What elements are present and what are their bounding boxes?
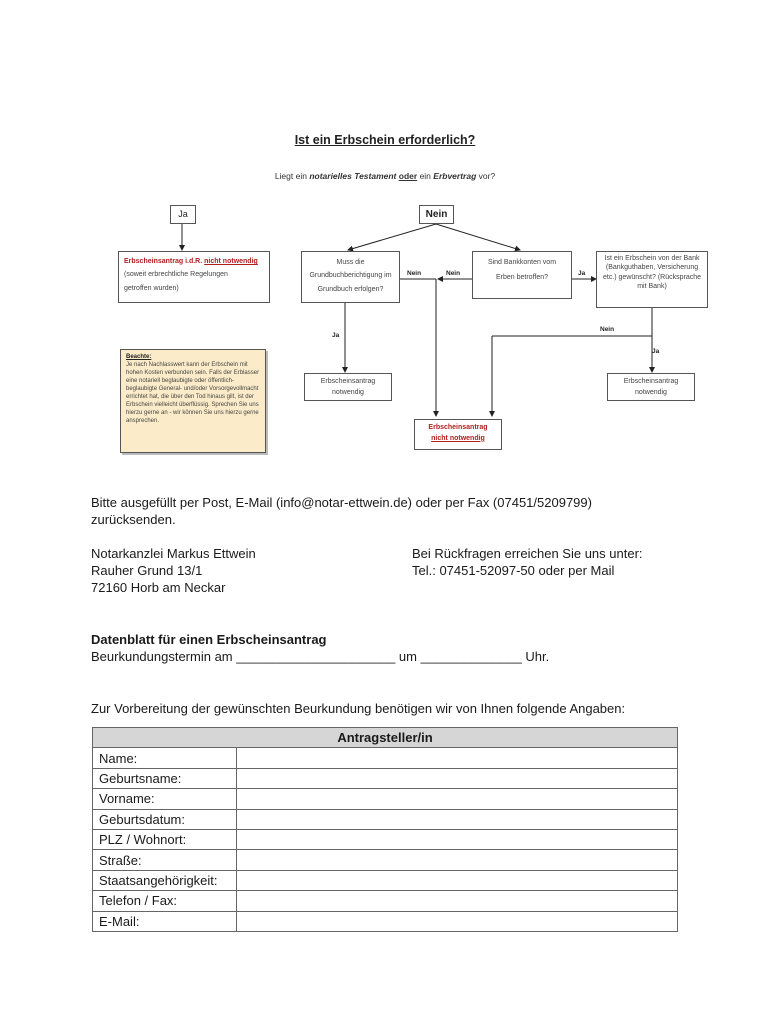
address-street: Rauher Grund 13/1 bbox=[91, 563, 203, 578]
table-row bbox=[93, 768, 678, 788]
field-input-name[interactable] bbox=[237, 748, 678, 768]
label-ja-bankreq: Ja bbox=[652, 348, 660, 355]
field-input-plz-wohnort[interactable] bbox=[237, 829, 678, 849]
field-input-geburtsdatum[interactable] bbox=[237, 809, 678, 829]
field-input-geburtsname[interactable] bbox=[237, 768, 678, 788]
box-erbschein-nicht-notwendig-left bbox=[118, 251, 270, 303]
box-notwendig-right: Erbscheinsantrag notwendig bbox=[607, 373, 695, 401]
question-suffix: vor? bbox=[476, 171, 496, 181]
label-nein-bank: Nein bbox=[446, 270, 461, 277]
question-ein: ein bbox=[419, 171, 431, 181]
field-label-email: E-Mail: bbox=[93, 911, 237, 931]
note-head: Beachte: bbox=[126, 354, 152, 360]
field-label-strasse: Straße: bbox=[93, 850, 237, 870]
box-left-line3: getroffen wurden) bbox=[124, 284, 179, 292]
label-nein-grundbuch: Nein bbox=[407, 270, 422, 277]
question-testament: notarielles Testament bbox=[309, 171, 397, 181]
table-row bbox=[93, 870, 678, 890]
arrow-nein-left bbox=[348, 224, 436, 250]
instructions-line1: Bitte ausgefüllt per Post, E-Mail (info@notar-ettwein.de) oder per Fax (07451/5209799) bbox=[91, 495, 592, 510]
table-row bbox=[93, 809, 678, 829]
box-nein: Nein bbox=[419, 205, 454, 224]
note-beachte bbox=[120, 349, 266, 453]
contact-line2: Tel.: 07451-52097-50 oder per Mail bbox=[412, 563, 615, 578]
field-label-plz-wohnort: PLZ / Wohnort: bbox=[93, 829, 237, 849]
table-row bbox=[93, 829, 678, 849]
box-ja: Ja bbox=[170, 205, 196, 224]
instructions-line2: zurücksenden. bbox=[91, 512, 176, 527]
flowchart-title: Ist ein Erbschein erforderlich? bbox=[294, 133, 476, 147]
field-label-telefon-fax: Telefon / Fax: bbox=[93, 891, 237, 911]
field-input-staatsangehoerigkeit[interactable] bbox=[237, 870, 678, 890]
antragsteller-table bbox=[92, 727, 678, 932]
box-nicht-line2: nicht notwendig bbox=[431, 434, 485, 442]
question-oder: oder bbox=[398, 171, 418, 181]
datenblatt-termin[interactable]: Beurkundungstermin am ______________________ um ______________ Uhr. bbox=[91, 649, 550, 664]
box-left-red: Erbscheinsantrag i.d.R. bbox=[124, 258, 205, 265]
box-bank-required: Ist ein Erbschein von der Bank (Bankguthaben, Versicherung etc.) gewünscht? (Rücksprache mit Bank) bbox=[596, 251, 708, 308]
box-nicht-line1: Erbscheinsantrag bbox=[428, 424, 488, 431]
field-input-telefon-fax[interactable] bbox=[237, 891, 678, 911]
field-input-vorname[interactable] bbox=[237, 789, 678, 809]
field-label-vorname: Vorname: bbox=[93, 789, 237, 809]
box-left-redu: nicht notwendig bbox=[204, 258, 258, 265]
contact-line1: Bei Rückfragen erreichen Sie uns unter: bbox=[412, 546, 643, 561]
table-row bbox=[93, 891, 678, 911]
label-nein-bankreq: Nein bbox=[600, 326, 615, 333]
question-erbvertrag: Erbvertrag bbox=[433, 171, 477, 181]
table-row bbox=[93, 911, 678, 931]
field-label-staatsangehoerigkeit: Staatsangehörigkeit: bbox=[93, 870, 237, 890]
box-notwendig-left: Erbscheinsantrag notwendig bbox=[304, 373, 392, 401]
label-ja-grundbuch: Ja bbox=[332, 332, 340, 339]
box-nicht-notwendig bbox=[414, 419, 502, 450]
arrow-nein-right bbox=[436, 224, 520, 250]
field-input-strasse[interactable] bbox=[237, 850, 678, 870]
box-grundbuch: Muss die Grundbuchberichtigung im Grundbuch erfolgen? bbox=[301, 251, 400, 303]
table-header: Antragsteller/in bbox=[93, 728, 678, 748]
field-label-geburtsdatum: Geburtsdatum: bbox=[93, 809, 237, 829]
intro-text: Zur Vorbereitung der gewünschten Beurkundung benötigen wir von Ihnen folgende Angaben: bbox=[91, 701, 626, 716]
note-body: Je nach Nachlasswert kann der Erbschein mit hohen Kosten verbunden sein. Falls der Erblasser eine notariell beglaubigte oder öffentlich-beglaubigte General- und/oder Vorsorgevollmacht errichtet hat, die über den Tod hinaus gilt, ist der Erbschein vielleicht überflüssig. Sprechen Sie uns hierzu gerne an - wir können Sie uns hierzu gerne ansprechen. bbox=[126, 361, 260, 424]
table-row bbox=[93, 789, 678, 809]
address-name: Notarkanzlei Markus Ettwein bbox=[91, 546, 256, 561]
table-row bbox=[93, 850, 678, 870]
field-label-geburtsname: Geburtsname: bbox=[93, 768, 237, 788]
field-label-name: Name: bbox=[93, 748, 237, 768]
label-ja-bank: Ja bbox=[578, 270, 586, 277]
table-row bbox=[93, 748, 678, 768]
datenblatt-title: Datenblatt für einen Erbscheinsantrag bbox=[91, 632, 327, 647]
question-prefix: Liegt ein bbox=[274, 171, 310, 181]
field-input-email[interactable] bbox=[237, 911, 678, 931]
box-bank-question: Sind Bankkonten vom Erben betroffen? bbox=[472, 251, 572, 299]
address-city: 72160 Horb am Neckar bbox=[91, 580, 226, 595]
box-left-line2: (soweit erbrechtliche Regelungen bbox=[124, 271, 228, 279]
